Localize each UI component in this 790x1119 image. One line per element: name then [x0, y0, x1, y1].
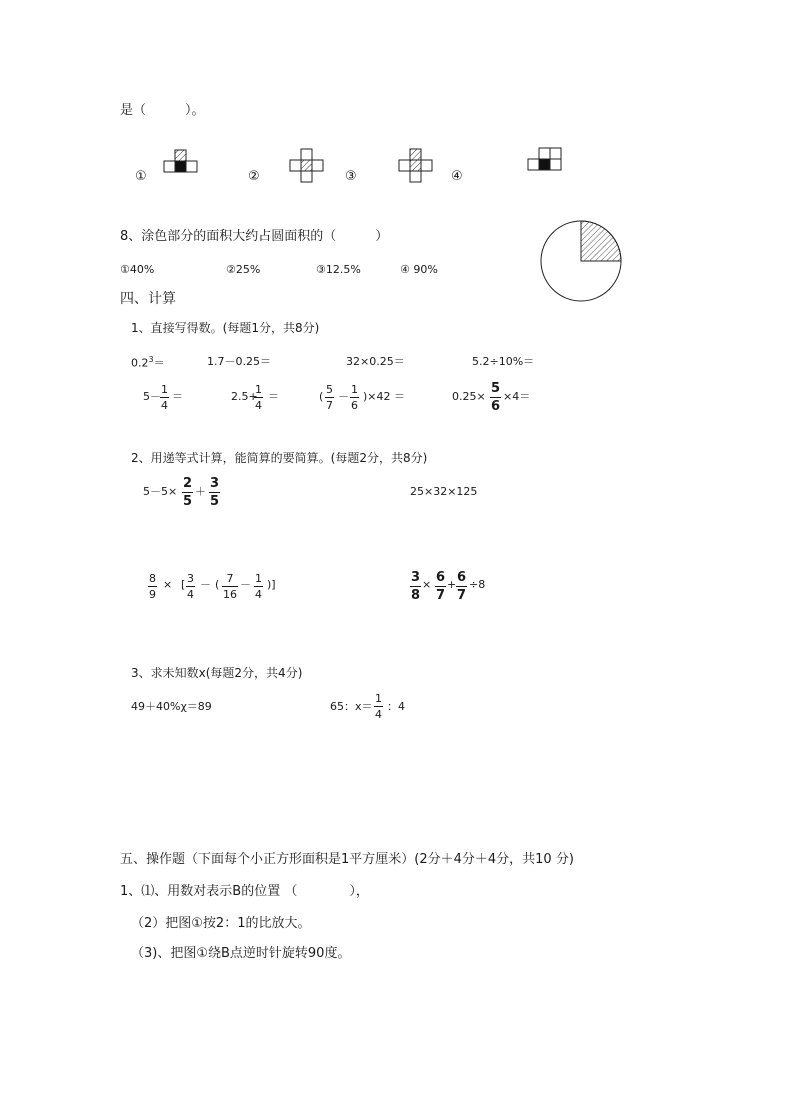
q7-stem-tail: 是（ ）。 [120, 103, 205, 118]
section5-question-3: （3)、把图①绕B点逆时针旋转90度。 [131, 946, 351, 961]
q7-option-1-label: ① [135, 169, 147, 184]
p1-item-h-pre: 0.25× [452, 390, 486, 403]
q7-figure-4 [528, 148, 561, 170]
p2-expr-3-rbracket: )] [267, 578, 276, 591]
q7-net-figures [0, 0, 790, 200]
q7-option-2-label: ② [248, 169, 260, 184]
section4-part3-title: 3、求未知数x(每题2分，共4分) [131, 666, 303, 680]
q8-option-2: ②25% [226, 263, 261, 276]
q7-figure-1 [164, 150, 197, 172]
p2-expr-4-times: × [422, 578, 432, 591]
p2-expr-4-plus: + [447, 578, 457, 591]
q7-option-3-label: ③ [345, 169, 357, 184]
p3-equation-2-pre: 65：x＝ [330, 700, 373, 713]
p1-item-f-eq: ＝ [268, 390, 279, 403]
p1-item-g-close: )×42 ＝ [363, 390, 406, 403]
p2-expr-1-fraction-1: $\frac{2}{5}$ [183, 476, 193, 509]
p2-expr-3-minus-2: － [240, 578, 251, 591]
q7-figure-2 [290, 149, 323, 182]
p1-item-f-fraction: $\frac{1}{4}$ [255, 383, 262, 412]
p1-item-g-minus: － [338, 390, 349, 403]
p2-expr-3-fraction-4: $\frac{1}{4}$ [255, 572, 262, 601]
p1-item-g-fraction-2: $\frac{1}{6}$ [351, 383, 358, 412]
p2-expr-3-lparen: ( [215, 578, 220, 591]
p2-expr-3-times: × [163, 578, 173, 591]
q8-circle-figure [537, 217, 627, 307]
p2-expr-4-tail: ÷8 [469, 578, 486, 591]
p2-expr-3-fraction-1: $\frac{8}{9}$ [149, 572, 156, 601]
q7-figure-3 [399, 149, 432, 182]
p2-expr-1-fraction-2: $\frac{3}{5}$ [210, 476, 220, 509]
p1-item-g-fraction-1: $\frac{5}{7}$ [326, 383, 333, 412]
p1-item-e-eq: ＝ [172, 390, 183, 403]
p1-item-b: 1.7－0.25＝ [207, 355, 271, 368]
q8-option-4: ④ 90% [400, 263, 438, 276]
q7-option-4-label: ④ [451, 169, 463, 184]
p1-item-h-post: ×4＝ [503, 390, 531, 403]
p2-expr-3-lbracket: [ [181, 578, 186, 591]
p1-item-a: $0.2^3=$ [131, 355, 165, 370]
p2-expr-4-fraction-3: $\frac{6}{7}$ [457, 570, 467, 603]
q8-option-3: ③12.5% [316, 263, 361, 276]
p1-item-f-pre: 2.5+ [231, 390, 258, 403]
section5-question-1: 1、⑴、用数对表示B的位置 （ ）， [120, 884, 369, 899]
section4-part2-title: 2、用递等式计算，能简算的要简算。(每题2分，共8分) [131, 451, 428, 465]
p2-expr-3-fraction-3: $\frac{7}{16}$ [223, 572, 237, 601]
p2-expr-1-pre: 5－5× [143, 485, 178, 498]
p1-item-e-pre: 5－ [143, 390, 161, 403]
p1-item-e-fraction: $\frac{1}{4}$ [161, 383, 168, 412]
p2-expr-2: 25×32×125 [410, 485, 478, 498]
q8-stem: 8、涂色部分的面积大约占圆面积的（ ） [120, 229, 389, 244]
p2-expr-1-plus: ＋ [195, 485, 206, 498]
p2-expr-4-fraction-2: $\frac{6}{7}$ [436, 570, 446, 603]
section5-title: 五、操作题（下面每个小正方形面积是1平方厘米）(2分＋4分＋4分，共10 分) [120, 852, 574, 867]
p1-item-g-open: ( [319, 390, 324, 403]
section4-part1-title: 1、直接写得数。(每题1分，共8分) [131, 321, 320, 335]
p3-equation-2-fraction: $\frac{1}{4}$ [375, 692, 382, 721]
p1-item-c: 32×0.25＝ [346, 355, 405, 368]
p2-expr-3-fraction-2: $\frac{3}{4}$ [187, 572, 194, 601]
q8-option-1: ①40% [120, 263, 155, 276]
p2-expr-4-fraction-1: $\frac{3}{8}$ [411, 570, 421, 603]
p1-item-h-fraction: $\frac{5}{6}$ [491, 381, 501, 414]
p2-expr-3-minus: － [200, 578, 211, 591]
p3-equation-2-post: ：4 [387, 700, 405, 713]
section4-title: 四、计算 [120, 291, 176, 307]
section5-question-2: （2）把图①按2：1的比放大。 [131, 916, 311, 931]
p3-equation-1: 49＋40%χ＝89 [131, 700, 212, 713]
p1-item-d: 5.2÷10%＝ [472, 355, 535, 368]
